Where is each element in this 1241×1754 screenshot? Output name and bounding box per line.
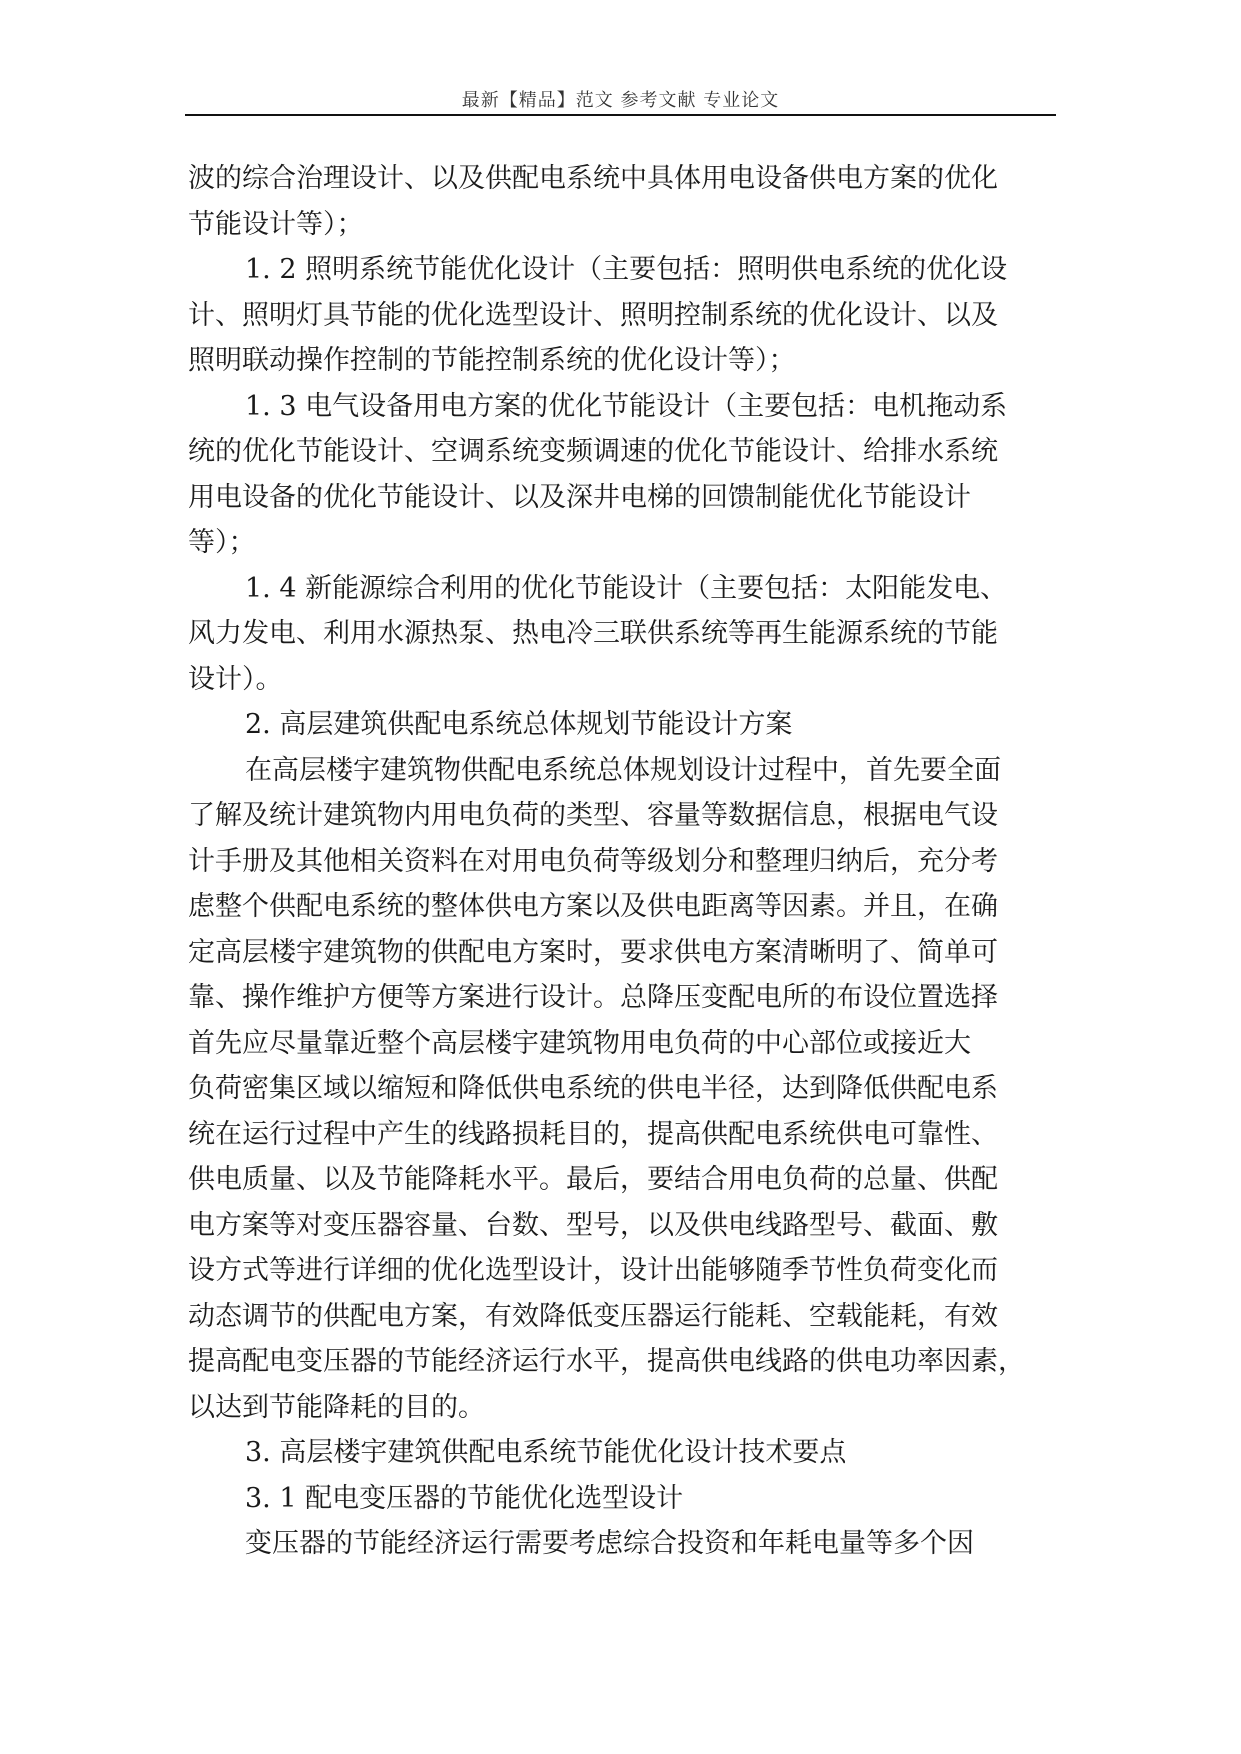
text-line: 统在运行过程中产生的线路损耗目的，提高供配电系统供电可靠性、: [188, 1118, 998, 1150]
text-line: 定高层楼宇建筑物的供配电方案时，要求供电方案清晰明了、简单可: [188, 936, 998, 968]
text-line: 设方式等进行详细的优化选型设计，设计出能够随季节性负荷变化而: [188, 1255, 998, 1286]
text-line: 负荷密集区域以缩短和降低供电系统的供电半径，达到降低供配电系: [188, 1073, 998, 1104]
text-line: 供电质量、以及节能降耗水平。最后，要结合用电负荷的总量、供配: [188, 1164, 998, 1195]
text-line: 照明联动操作控制的节能控制系统的优化设计等）；: [188, 345, 796, 376]
text-line: 3. 1 配电变压器的节能优化选型设计: [245, 1482, 684, 1514]
text-line: 计、照明灯具节能的优化选型设计、照明控制系统的优化设计、以及: [188, 299, 998, 331]
text-line: 提高配电变压器的节能经济运行水平，提高供电线路的供电功率因素，: [188, 1346, 1025, 1377]
text-line: 风力发电、利用水源热泵、热电冷三联供系统等再生能源系统的节能: [188, 618, 998, 649]
text-line: 用电设备的优化节能设计、以及深井电梯的回馈制能优化节能设计: [188, 481, 971, 513]
text-line: 1. 3 电气设备用电方案的优化节能设计（主要包括：电机拖动系: [245, 390, 1008, 422]
text-line: 电方案等对变压器容量、台数、型号，以及供电线路型号、截面、敷: [188, 1209, 998, 1241]
text-line: 了解及统计建筑物内用电负荷的类型、容量等数据信息，根据电气设: [188, 800, 998, 831]
text-line: 首先应尽量靠近整个高层楼宇建筑物用电负荷的中心部位或接近大: [188, 1027, 971, 1059]
text-line: 2. 高层建筑供配电系统总体规划节能设计方案: [245, 709, 793, 740]
text-line: 靠、操作维护方便等方案进行设计。总降压变配电所的布设位置选择: [188, 982, 998, 1013]
page-header: 最新【精品】范文 参考文献 专业论文: [461, 90, 780, 111]
text-line: 波的综合治理设计、以及供配电系统中具体用电设备供电方案的优化: [188, 163, 998, 194]
text-line: 1. 2 照明系统节能优化设计（主要包括：照明供电系统的优化设: [245, 254, 1008, 285]
text-line: 3. 高层楼宇建筑供配电系统节能优化设计技术要点: [245, 1437, 847, 1468]
document-body: [188, 156, 1063, 1567]
text-line: 设计）。: [188, 663, 283, 695]
text-line: 动态调节的供配电方案，有效降低变压器运行能耗、空载能耗，有效: [188, 1300, 998, 1332]
text-line: 在高层楼宇建筑物供配电系统总体规划设计过程中，首先要全面: [245, 754, 1001, 786]
text-line: 统的优化节能设计、空调系统变频调速的优化节能设计、给排水系统: [188, 436, 998, 467]
text-line: 等）；: [188, 527, 256, 558]
text-line: 1. 4 新能源综合利用的优化节能设计（主要包括：太阳能发电、: [245, 572, 1008, 604]
text-line: 计手册及其他相关资料在对用电负荷等级划分和整理归纳后，充分考: [188, 845, 998, 877]
text-line: 以达到节能降耗的目的。: [188, 1391, 485, 1423]
text-line: 变压器的节能经济运行需要考虑综合投资和年耗电量等多个因: [245, 1528, 974, 1559]
text-line: 节能设计等）；: [188, 208, 364, 240]
text-line: 虑整个供配电系统的整体供电方案以及供电距离等因素。并且，在确: [188, 891, 998, 922]
header-divider: [185, 114, 1056, 116]
